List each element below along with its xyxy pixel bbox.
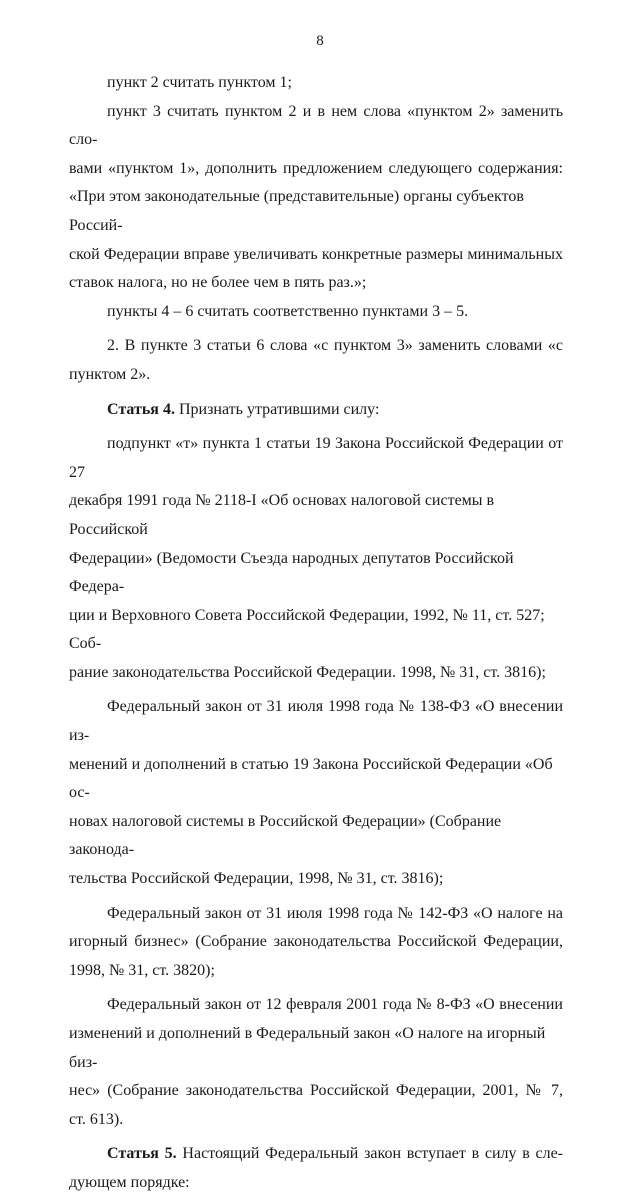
article-4-line <box>69 396 563 425</box>
text-line: декабря 1991 года № 2118-I «Об основах налоговой системы в Российской <box>69 492 495 538</box>
text-line: изменений и дополнений в Федеральный закон «О налоге на игорный биз- <box>69 1025 546 1071</box>
text-line: дующем порядке: <box>69 1173 190 1191</box>
text-line: подпункт «т» пункта 1 статьи 19 Закона Российской Федерации от 27 <box>69 435 563 481</box>
text-line: 2. В пункте 3 статьи 6 слова «с пунктом 3» заменить словами «с <box>107 337 563 355</box>
article-5-line <box>69 1140 563 1169</box>
text-line: ции и Верховного Совета Российской Федерации, 1992, № 11, ст. 527; Соб- <box>69 606 545 653</box>
article-5-heading: Статья 5. <box>107 1145 177 1163</box>
text-line: нес» (Собрание законодательства Российской Федерации, 2001, № 7, <box>69 1082 563 1100</box>
text-line: менений и дополнений в статью 19 Закона Российской Федерации «Об ос- <box>69 755 553 802</box>
text-line: пунктом 2». <box>69 365 151 383</box>
text-line: рание законодательства Российской Федерации. 1998, № 31, ст. 3816); <box>69 663 546 681</box>
text-line: Настоящий Федеральный закон вступает в силу в сле- <box>182 1145 564 1163</box>
text-line: Федеральный закон от 31 июля 1998 года № 142-ФЗ «О налоге на <box>107 904 563 922</box>
text-line: Федеральный закон от 12 февраля 2001 года № 8-ФЗ «О внесении <box>107 996 563 1014</box>
text-line: вами «пунктом 1», дополнить предложением следующего содержания: <box>69 159 563 177</box>
text-line: игорный бизнес» (Собрание законодательства Российской Федерации, <box>69 933 563 951</box>
page-number: 8 <box>316 33 324 49</box>
text-line: тельства Российской Федерации, 1998, № 31, ст. 3816); <box>69 870 444 888</box>
article-4-heading: Статья 4. <box>107 400 175 418</box>
text-line: пункты 4 – 6 считать соответственно пунктами 3 – 5. <box>107 302 469 320</box>
text-line: новах налоговой системы в Российской Федерации» (Собрание законода- <box>69 812 502 859</box>
text-line: Федерации» (Ведомости Съезда народных депутатов Российской Федера- <box>69 549 514 596</box>
text-line: пункт 3 считать пунктом 2 и в нем слова «пунктом 2» заменить сло- <box>69 102 563 149</box>
text-line: ст. 613). <box>69 1110 124 1128</box>
text-line: пункт 2 считать пунктом 1; <box>107 74 292 91</box>
text-line: «При этом законодательные (представительные) органы субъектов Россий- <box>69 188 524 234</box>
text-line: 1998, № 31, ст. 3820); <box>69 961 215 979</box>
text-line: Признать утратившими силу: <box>178 400 380 418</box>
text-line: ской Федерации вправе увеличивать конкретные размеры минимальных <box>69 245 563 263</box>
text-line: Федеральный закон от 31 июля 1998 года № 138-ФЗ «О внесении из- <box>69 698 563 745</box>
text-line: ставок налога, но не более чем в пять раз.»; <box>69 274 367 292</box>
document-body <box>69 69 563 1198</box>
